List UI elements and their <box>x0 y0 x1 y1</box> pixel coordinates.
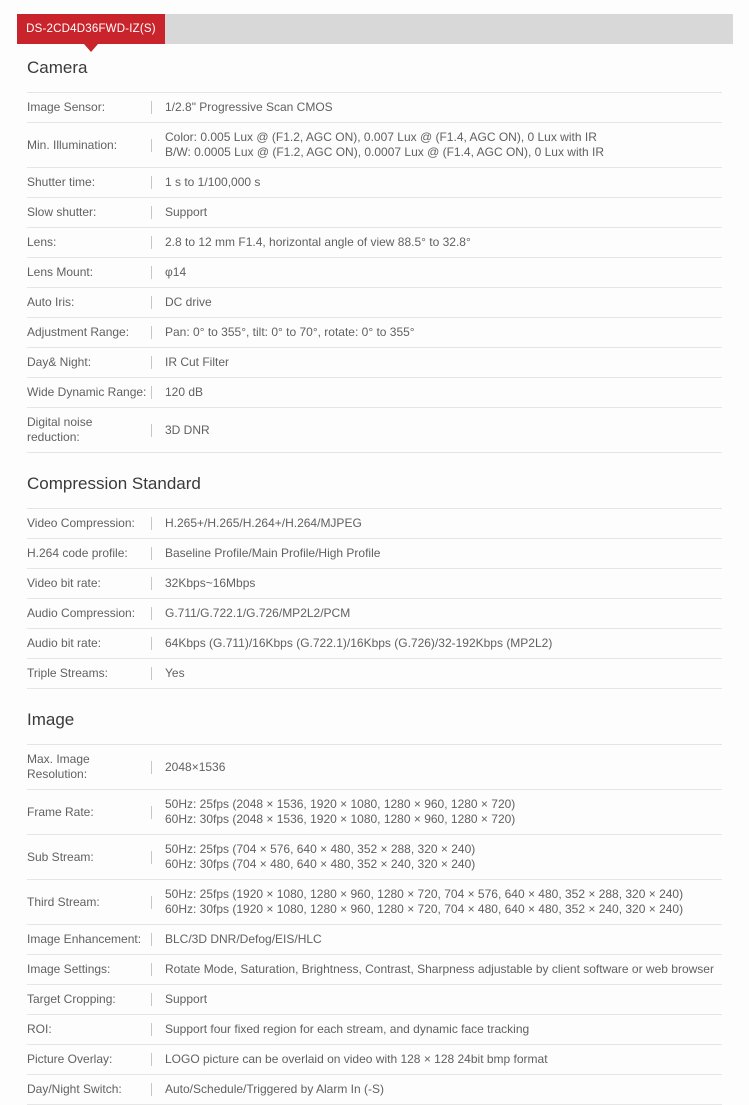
spec-label: Day& Night: <box>27 355 92 369</box>
spec-label: Shutter time: <box>27 175 96 189</box>
spec-label: Third Stream: <box>27 894 100 909</box>
spec-row <box>27 168 722 198</box>
section-rows <box>27 509 722 689</box>
spec-row <box>27 569 722 599</box>
spec-label: H.264 code profile: <box>27 546 128 560</box>
spec-value-line: 1/2.8" Progressive Scan CMOS <box>165 100 333 114</box>
spec-value-line: 32Kbps~16Mbps <box>165 576 256 590</box>
spec-value-line: Yes <box>165 666 185 680</box>
spec-value <box>152 130 722 160</box>
spec-label: Target Cropping: <box>27 992 116 1006</box>
spec-value <box>152 235 722 250</box>
spec-label: Day/Night Switch: <box>27 1082 122 1096</box>
spec-value-line: 2048×1536 <box>165 759 226 774</box>
spec-value-line: 50Hz: 25fps (1920 × 1080, 1280 × 960, 1280 × 720, 704 × 576, 640 × 480, 352 × 288, 320 × 240) <box>165 887 684 901</box>
spec-value-line: Support <box>165 205 208 219</box>
spec-row <box>27 629 722 659</box>
spec-value-line: DC drive <box>165 295 212 309</box>
spec-value-line: φ14 <box>165 265 187 279</box>
spec-label: Video Compression: <box>27 516 135 530</box>
spec-row <box>27 348 722 378</box>
spec-label: Adjustment Range: <box>27 325 130 339</box>
spec-value-line: Auto/Schedule/Triggered by Alarm In (-S) <box>165 1082 384 1096</box>
section-title: Image <box>27 689 722 745</box>
spec-label: Sub Stream: <box>27 849 94 864</box>
spec-value-line: Color: 0.005 Lux @ (F1.2, AGC ON), 0.007 Lux @ (F1.4, AGC ON), 0 Lux with IR <box>165 130 597 144</box>
spec-value <box>152 1052 722 1067</box>
spec-row <box>27 659 722 689</box>
spec-value <box>152 516 722 531</box>
spec-sections <box>27 52 722 1105</box>
spec-label: Audio bit rate: <box>27 636 102 650</box>
badge-pointer-icon <box>84 44 98 52</box>
spec-row <box>27 123 722 168</box>
spec-row <box>27 985 722 1015</box>
spec-label: Wide Dynamic Range: <box>27 385 147 399</box>
spec-row <box>27 955 722 985</box>
spec-value <box>152 606 722 621</box>
spec-row <box>27 925 722 955</box>
spec-value <box>152 325 722 340</box>
spec-label: Max. Image Resolution: <box>27 752 90 781</box>
spec-row <box>27 288 722 318</box>
spec-row <box>27 835 722 880</box>
section-rows <box>27 745 722 1105</box>
spec-row <box>27 539 722 569</box>
spec-value <box>152 100 722 115</box>
spec-value <box>152 932 722 947</box>
spec-value-line: 120 dB <box>165 385 204 399</box>
spec-value-line: Baseline Profile/Main Profile/High Profile <box>165 546 381 560</box>
spec-row <box>27 1075 722 1105</box>
spec-value <box>152 887 722 917</box>
spec-value <box>152 205 722 220</box>
spec-row <box>27 318 722 348</box>
spec-value <box>152 636 722 651</box>
spec-label: Picture Overlay: <box>27 1052 113 1066</box>
spec-value-line: Support four fixed region for each stream, and dynamic face tracking <box>165 1022 530 1036</box>
spec-label: Image Settings: <box>27 962 111 976</box>
spec-label: Audio Compression: <box>27 606 136 620</box>
spec-section <box>27 689 722 1105</box>
spec-value <box>152 385 722 400</box>
spec-row <box>27 599 722 629</box>
spec-value <box>152 355 722 370</box>
spec-label: Video bit rate: <box>27 576 101 590</box>
spec-row <box>27 378 722 408</box>
spec-value-line: 1 s to 1/100,000 s <box>165 175 261 189</box>
spec-label: Frame Rate: <box>27 804 94 819</box>
spec-value <box>152 295 722 310</box>
spec-value <box>152 760 722 775</box>
spec-label: Digital noise reduction: <box>27 415 93 444</box>
spec-row <box>27 745 722 790</box>
spec-value <box>152 423 722 438</box>
spec-value-line: Support <box>165 992 208 1006</box>
spec-value-line: 50Hz: 25fps (2048 × 1536, 1920 × 1080, 1280 × 960, 1280 × 720) <box>165 797 516 811</box>
spec-label: Triple Streams: <box>27 666 108 680</box>
model-tab-bar <box>17 14 733 44</box>
model-name: DS-2CD4D36FWD-IZ(S) <box>26 23 156 35</box>
spec-value-line: LOGO picture can be overlaid on video with 128 × 128 24bit bmp format <box>165 1052 548 1066</box>
spec-row <box>27 408 722 453</box>
spec-value <box>152 992 722 1007</box>
spec-value-line: 3D DNR <box>165 422 210 437</box>
spec-label: Lens: <box>27 235 57 249</box>
model-badge <box>17 14 165 44</box>
spec-value <box>152 576 722 591</box>
spec-row <box>27 1015 722 1045</box>
spec-row <box>27 228 722 258</box>
spec-value-line: Pan: 0° to 355°, tilt: 0° to 70°, rotate: 0° to 355° <box>165 325 415 339</box>
spec-label: Auto Iris: <box>27 295 75 309</box>
section-rows <box>27 93 722 453</box>
spec-value-line: IR Cut Filter <box>165 355 230 369</box>
spec-value <box>152 175 722 190</box>
spec-value-line: H.265+/H.265/H.264+/H.264/MJPEG <box>165 516 362 530</box>
spec-label: Slow shutter: <box>27 205 97 219</box>
spec-label: Image Enhancement: <box>27 932 142 946</box>
spec-row <box>27 790 722 835</box>
spec-value <box>152 666 722 681</box>
spec-row <box>27 198 722 228</box>
spec-section <box>27 52 722 453</box>
spec-label: Image Sensor: <box>27 100 106 114</box>
spec-value <box>152 546 722 561</box>
spec-value <box>152 1082 722 1097</box>
spec-value-line: BLC/3D DNR/Defog/EIS/HLC <box>165 932 322 946</box>
spec-value-line: 50Hz: 25fps (704 × 576, 640 × 480, 352 × 288, 320 × 240) <box>165 842 476 856</box>
spec-value-line: 64Kbps (G.711)/16Kbps (G.722.1)/16Kbps (G.726)/32-192Kbps (MP2L2) <box>165 636 553 650</box>
spec-value-line: 60Hz: 30fps (2048 × 1536, 1920 × 1080, 1280 × 960, 1280 × 720) <box>165 812 516 826</box>
spec-label: ROI: <box>27 1022 52 1036</box>
spec-row <box>27 258 722 288</box>
spec-row <box>27 93 722 123</box>
spec-value <box>152 842 722 872</box>
section-title: Camera <box>27 52 722 93</box>
spec-label: Lens Mount: <box>27 265 94 279</box>
spec-value-line: G.711/G.722.1/G.726/MP2L2/PCM <box>165 606 351 620</box>
spec-value <box>152 797 722 827</box>
spec-value-line: Rotate Mode, Saturation, Brightness, Contrast, Sharpness adjustable by client software or web browser <box>165 962 714 976</box>
spec-row <box>27 509 722 539</box>
spec-value <box>152 1022 722 1037</box>
spec-value-line: 60Hz: 30fps (704 × 480, 640 × 480, 352 × 240, 320 × 240) <box>165 857 476 871</box>
spec-row <box>27 880 722 925</box>
spec-value <box>152 265 722 280</box>
spec-section <box>27 453 722 689</box>
spec-value-line: 60Hz: 30fps (1920 × 1080, 1280 × 960, 1280 × 720, 704 × 480, 640 × 480, 352 × 240, 320 × 240) <box>165 902 684 916</box>
spec-value-line: 2.8 to 12 mm F1.4, horizontal angle of view 88.5° to 32.8° <box>165 235 471 249</box>
spec-value <box>152 962 722 977</box>
spec-row <box>27 1045 722 1075</box>
spec-label: Min. Illumination: <box>27 137 118 152</box>
section-title: Compression Standard <box>27 453 722 509</box>
spec-value-line: B/W: 0.0005 Lux @ (F1.2, AGC ON), 0.0007 Lux @ (F1.4, AGC ON), 0 Lux with IR <box>165 145 604 159</box>
